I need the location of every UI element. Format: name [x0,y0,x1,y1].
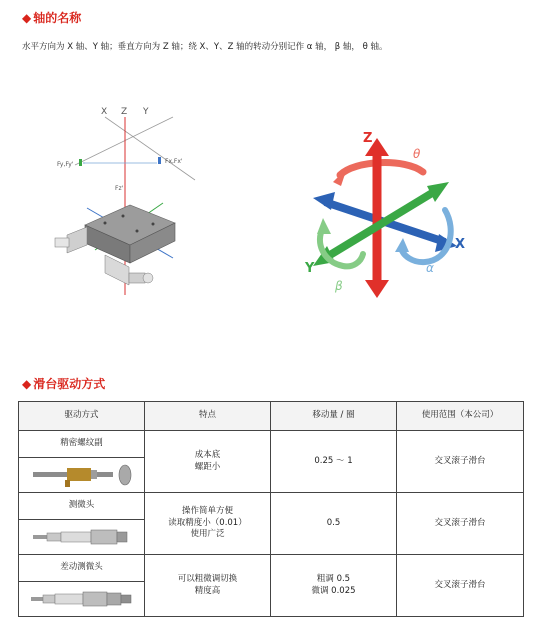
feature-line: 成本底 [194,450,221,461]
feature-line: 操作简单方便 [181,506,233,517]
xy-stage-illustration [55,205,175,285]
rot-label-beta: β [335,279,343,293]
table-row [19,493,524,520]
table-header-row [19,402,524,431]
drive-name: 测微头 [19,493,145,520]
usage-cell: 交叉滚子滑台 [397,493,524,555]
drive-image-cell [19,458,145,493]
force-label-fy: Fy,Fy' [57,161,74,168]
axis-label-z: Z [121,107,128,117]
usage-cell: 交叉滚子滑台 [397,431,524,493]
z-arrowhead-down-icon [365,280,389,298]
beta-arrowhead-icon [317,218,331,234]
force-fx-marker [158,157,161,164]
force-label-fx: Fx,Fx' [165,158,183,165]
movement-cell [271,493,397,555]
movement-cell [271,555,397,617]
feature-line: 螺距小 [194,461,221,472]
movement-cell [271,431,397,493]
rot-label-alpha: α [426,261,434,275]
force-fy-marker [79,159,82,166]
header-usage: 使用范围（本公司） [397,402,524,431]
drive-image-cell [19,582,145,617]
stage-axes-figure [45,95,245,310]
header-features: 特点 [145,402,271,431]
section-title-axis-names [22,9,81,26]
drive-methods-table [18,401,524,617]
diamond-marker-icon: ◆ [22,377,32,391]
features-cell [145,555,271,617]
section-title-slide-drive [22,375,105,392]
feature-line: 精度高 [194,585,221,596]
rotation-axes-figure [295,130,480,305]
drive-image-cell [19,520,145,555]
feature-line: 使用广泛 [190,529,225,540]
rot-label-theta: θ [413,147,421,161]
x-axis-line [105,117,195,180]
movement-value: 0.25 ～ 1 [314,455,353,466]
micrometer-head-image [27,525,137,549]
diamond-marker-icon: ◆ [22,11,32,25]
movement-value: 微调 0.025 [311,585,356,596]
section-title-text: 滑台驱动方式 [33,377,106,391]
axis-label-x: X [455,237,466,252]
force-label-fz: Fz' [115,185,124,192]
header-movement: 移动量 / 圈 [271,402,397,431]
axis-label-x: X [101,107,108,117]
drive-name: 差动测微头 [19,555,145,582]
feature-line: 可以粗微调切换 [177,574,238,585]
table-row [19,431,524,458]
differential-micrometer-image [27,587,137,611]
axis-description: 水平方向为 X 轴、Y 轴；垂直方向为 Z 轴；绕 X、Y、Z 轴的转动分别记作 α 轴， β 轴， θ 轴。 [22,42,388,52]
movement-value: 0.5 [326,517,341,528]
feature-line: 读取精度小（0.01） [168,517,247,528]
features-cell [145,431,271,493]
table-row [19,555,524,582]
features-cell [145,493,271,555]
drive-name: 精密螺纹副 [19,431,145,458]
movement-value: 粗调 0.5 [316,574,351,585]
alpha-arrowhead-icon [395,238,409,252]
axis-label-y: Y [143,107,149,117]
axis-label-z: Z [363,131,373,146]
section-title-text: 轴的名称 [33,11,82,25]
y-arrowhead-back-icon [427,182,449,202]
precision-screw-image [27,460,137,490]
usage-cell: 交叉滚子滑台 [397,555,524,617]
header-drive-method: 驱动方式 [19,402,145,431]
rotation-arrows [313,138,457,298]
axis-label-y: Y [305,261,315,276]
